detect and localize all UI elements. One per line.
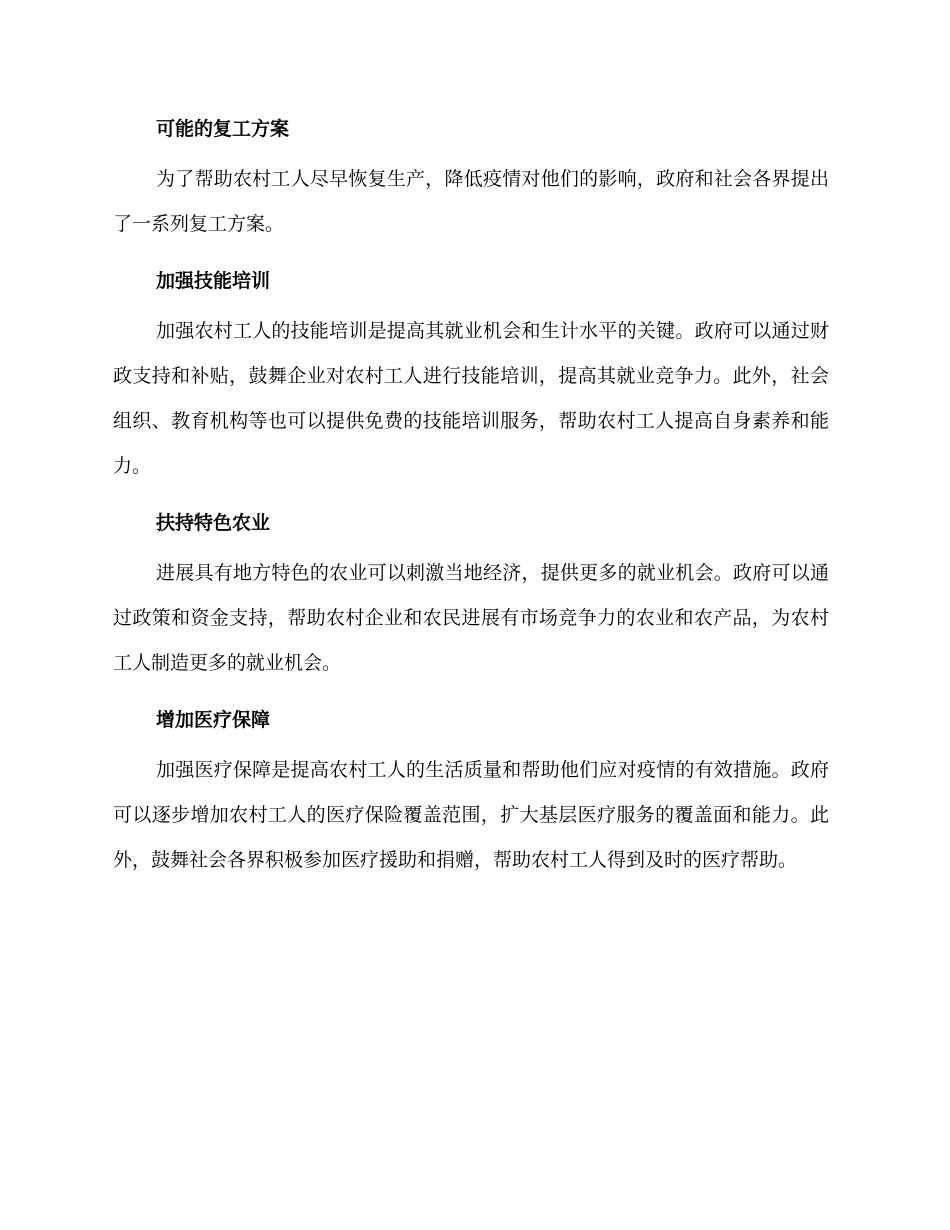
section-paragraph: 加强农村工人的技能培训是提高其就业机会和生计水平的关键。政府可以通过财政支持和补贴，鼓舞企业对农村工人进行技能培训，提高其就业竞争力。此外，社会组织、教育机构等也可以提供免费的技能培训服务，帮助农村工人提高自身素养和能力。 [113,320,829,477]
section-heading: 增加医疗保障 [156,709,271,731]
section-reopening-plans [113,108,829,247]
document-page [113,108,829,896]
section-medical-security [113,699,829,883]
section-paragraph: 为了帮助农村工人尽早恢复生产，降低疫情对他们的影响，政府和社会各界提出了一系列复工方案。 [113,168,829,235]
section-paragraph: 进展具有地方特色的农业可以刺激当地经济，提供更多的就业机会。政府可以通过政策和资金支持，帮助农村企业和农民进展有市场竞争力的农业和农产品，为农村工人制造更多的就业机会。 [113,562,829,674]
section-heading: 扶持特色农业 [156,512,271,534]
section-heading: 可能的复工方案 [156,118,290,140]
section-heading: 加强技能培训 [156,270,271,292]
section-specialty-agriculture [113,502,829,686]
section-paragraph: 加强医疗保障是提高农村工人的生活质量和帮助他们应对疫情的有效措施。政府可以逐步增加农村工人的医疗保险覆盖范围，扩大基层医疗服务的覆盖面和能力。此外，鼓舞社会各界积极参加医疗援助和捐赠，帮助农村工人得到及时的医疗帮助。 [113,759,829,871]
section-skills-training [113,260,829,489]
